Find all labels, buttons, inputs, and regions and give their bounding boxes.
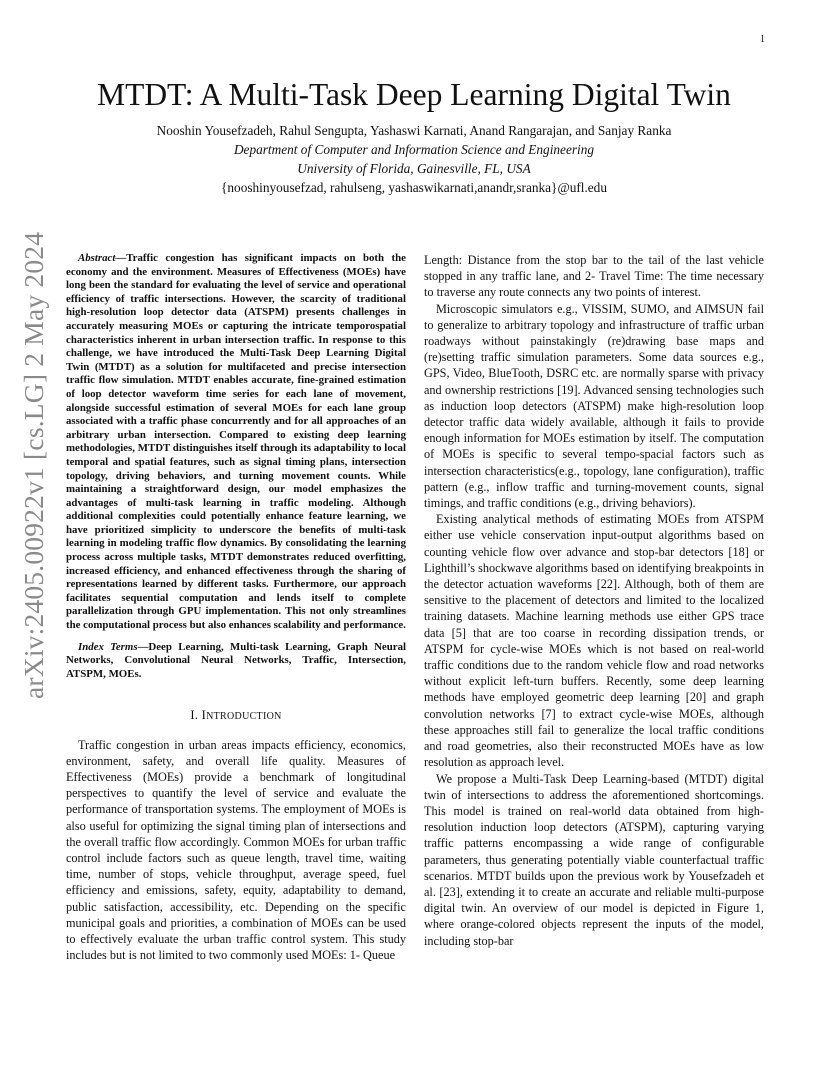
author-list: Nooshin Yousefzadeh, Rahul Sengupta, Yashaswi Karnati, Anand Rangarajan, and Sanjay Ranka: [156, 123, 672, 138]
body-paragraph: Microscopic simulators e.g., VISSIM, SUMO, and AIMSUN fail to generalize to arbitrary topology and infrastructure of traffic urban roadways without painstakingly (re)drawing base maps and (re)setting traffic simulation parameters. Some data sources e.g., GPS, Video, BlueTooth, DSRC etc. are normally sparse with privacy and ownership restrictions [19]. Advanced sensing technologies such as induction loop detectors (ATSPM) make high-resolution loop detector traffic data widely available, although it fails to provide enough information for MOEs estimation by itself. The computation of MOEs is specific to several tempo-spacial factors such as intersection characteristics(e.g., topology, lane configuration), traffic pattern (e.g., inflow traffic and turning-movement counts, signal timings, and traffic conditions (e.g., driving behaviors).: [424, 301, 764, 511]
section-heading: [66, 707, 406, 725]
university: University of Florida, Gainesville, FL, USA: [297, 161, 531, 176]
left-column: [66, 252, 406, 963]
intro-paragraph: Traffic congestion in urban areas impacts efficiency, economics, environment, safety, and overall life quality. Measures of Effectiveness (MOEs) provide a benchmark of longitudinal perspectives to quantify the level of service and evaluate the performance of transportation systems. The employment of MOEs is also useful for optimizing the signal timing plan of intersections and the overall traffic flow accordingly. Common MOEs for urban traffic control include factors such as queue length, travel time, waiting time, number of stops, vehicle throughput, average speed, fuel efficiency and emissions, safety, equity, adaptability to demand, public satisfaction, accessibility, etc. Depending on the specific municipal goals and priorities, a combination of MOEs can be used to effectively evaluate the urban traffic control system. This study includes but is not limited to two commonly used MOEs: 1- Queue: [66, 737, 406, 963]
index-terms-label: Index Terms: [78, 640, 138, 653]
paper-title: MTDT: A Multi-Task Deep Learning Digital Twin: [97, 77, 731, 112]
abstract-label: Abstract: [78, 252, 116, 264]
index-terms-text: Deep Learning, Multi-task Learning, Graph Neural Networks, Convolutional Neural Networks, Traffic, Intersection, ATSPM, MOEs.: [66, 640, 406, 680]
index-terms-dash: —: [137, 640, 149, 653]
body-paragraph: We propose a Multi-Task Deep Learning-based (MTDT) digital twin of intersections to address the aforementioned shortcomings. This model is trained on real-world data obtained from high-resolution induction loop detectors (ATSPM), capturing varying traffic patterns encompassing a wide range of configurable parameters, thus generating potentially viable counterfactual traffic scenarios. MTDT builds upon the previous work by Yousefzadeh et al. [23], extending it to create an accurate and reliable multi-purpose digital twin. An overview of our model is depicted in Figure 1, where orange-colored objects represent the inputs of the model, including stop-bar: [424, 771, 764, 948]
section-initial: I: [201, 708, 207, 723]
abstract: [66, 252, 406, 633]
body-paragraph: Existing analytical methods of estimating MOEs from ATSPM either use vehicle conservation input-output algorithms based on counting vehicle flow over advance and stop-bar detectors [18] or Lighthill’s shockwave algorithms based on identifying breakpoints in the detector actuation waveforms [22]. Although, both of them are sensitive to the placement of detectors and limited to the localized training datasets. Machine learning methods use either GPS trace data [5] that are too coarse in recording dissipation trends, or ATSPM for cycle-wise MOEs which is not based on real-world traffic conditions due to the random vehicle flow and road networks without explicit left-turn buffers. Recently, some deep learning methods have employed geometric deep learning [20] and graph convolution networks [7] to extract cycle-wise MOEs, although these approaches still fail to generalize the local traffic conditions and road geometries, also their reconstructed MOEs have as low resolution as approach level.: [424, 512, 764, 770]
section-title-rest: NTRODUCTION: [206, 711, 282, 723]
abstract-dash: —: [115, 252, 127, 264]
abstract-text: Traffic congestion has significant impacts on both the economy and the environment. Measures of Effectiveness (MOEs) have long been the standard for evaluating the level of service and operational efficiency of traffic intersections. However, the scarcity of traditional high-resolution loop detector data (ATSPM) presents challenges in accurately measuring MOEs or capturing the intricate temporospatial characteristics inherent in urban intersection traffic. In response to this challenge, we have introduced the Multi-Task Deep Learning Digital Twin (MTDT) as a solution for multifaceted and precise intersection traffic flow simulation. MTDT enables accurate, fine-grained estimation of loop detector waveform time series for each lane of movement, alongside successful estimation of several MOEs for each lane group associated with a traffic phase concurrently and for all approaches of an arbitrary urban intersection. Compared to existing deep learning methodologies, MTDT distinguishes itself through its adaptability to local temporal and spatial features, such as signal timing plans, intersection topology, driving behaviors, and turning movement counts. While maintaining a straightforward design, our model emphasizes the advantages of multi-task learning in traffic modeling. Although additional complexities could potentially enhance feature learning, we have prioritized simplicity to underscore the benefits of multi-task learning in modeling traffic flow dynamics. By consolidating the learning process across multiple tasks, MTDT demonstrates reduced overfitting, increased efficiency, and enhanced effectiveness through the sharing of representations learned by different tasks. Furthermore, our approach facilitates sequential computation and lends itself to complete parallelization through GPU implementation. This not only streamlines the computational process but also enhances scalability and performance.: [66, 252, 406, 632]
author-emails: {nooshinyousefzad, rahulseng, yashaswikarnati,anandr,sranka}@ufl.edu: [221, 180, 607, 195]
section-numeral: I.: [190, 708, 202, 723]
department: Department of Computer and Information Science and Engineering: [233, 142, 595, 157]
page-number: 1: [760, 34, 765, 45]
arxiv-identifier: arXiv:2405.00922v1 [cs.LG] 2 May 2024: [18, 231, 49, 699]
index-terms: [66, 641, 406, 682]
body-paragraph: Length: Distance from the stop bar to the tail of the last vehicle stopped in any traffic lane, and 2- Travel Time: The time necessary to traverse any route connects any two points of interest.: [424, 253, 764, 300]
right-column: [424, 252, 764, 949]
